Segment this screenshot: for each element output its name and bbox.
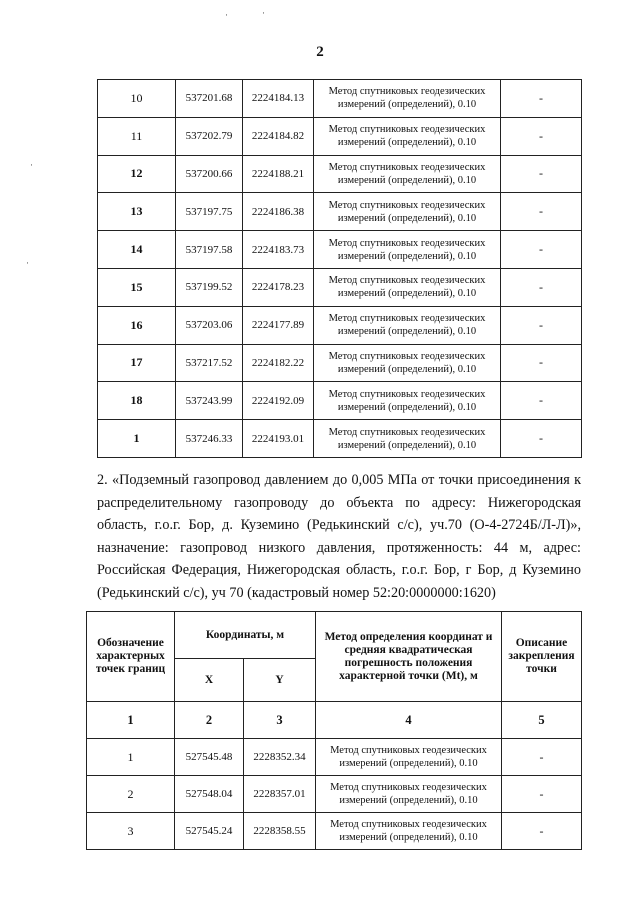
y-coordinate: 2224184.82 [243, 117, 314, 155]
description-cell: - [502, 739, 582, 776]
y-coordinate: 2224188.21 [243, 155, 314, 193]
method-cell: Метод спутниковых геодезических измерений (определений), 0.10 [316, 739, 502, 776]
description-cell: - [502, 813, 582, 850]
y-coordinate: 2228358.55 [244, 813, 316, 850]
coordinates-table [86, 611, 582, 850]
table-row [98, 193, 582, 231]
x-coordinate: 537199.52 [176, 268, 243, 306]
description-cell: - [501, 193, 582, 231]
scan-mark: · [262, 8, 265, 18]
description-cell: - [502, 776, 582, 813]
point-number: 11 [98, 117, 176, 155]
x-coordinate: 537201.68 [176, 80, 243, 118]
description-cell: - [501, 231, 582, 269]
table-row [98, 306, 582, 344]
point-number: 16 [98, 306, 176, 344]
x-coordinate: 537197.58 [176, 231, 243, 269]
point-number: 10 [98, 80, 176, 118]
method-cell: Метод спутниковых геодезических измерений (определений), 0.10 [314, 420, 501, 458]
column-index: 2 [175, 702, 244, 739]
method-cell: Метод спутниковых геодезических измерений (определений), 0.10 [314, 193, 501, 231]
header-coordinates: Координаты, м [175, 612, 316, 659]
table-row [87, 739, 582, 776]
point-number: 2 [87, 776, 175, 813]
y-coordinate: 2224186.38 [243, 193, 314, 231]
y-coordinate: 2224178.23 [243, 268, 314, 306]
x-coordinate: 537246.33 [176, 420, 243, 458]
column-index: 4 [316, 702, 502, 739]
y-coordinate: 2228357.01 [244, 776, 316, 813]
method-cell: Метод спутниковых геодезических измерений (определений), 0.10 [314, 306, 501, 344]
x-coordinate: 527548.04 [175, 776, 244, 813]
table-row [98, 155, 582, 193]
point-number: 1 [98, 420, 176, 458]
method-cell: Метод спутниковых геодезических измерений (определений), 0.10 [314, 231, 501, 269]
table-row [98, 382, 582, 420]
point-number: 3 [87, 813, 175, 850]
column-index-row [87, 702, 582, 739]
method-cell: Метод спутниковых геодезических измерений (определений), 0.10 [314, 268, 501, 306]
y-coordinate: 2228352.34 [244, 739, 316, 776]
x-coordinate: 537243.99 [176, 382, 243, 420]
x-coordinate: 527545.48 [175, 739, 244, 776]
table-row [98, 231, 582, 269]
method-cell: Метод спутниковых геодезических измерений (определений), 0.10 [314, 155, 501, 193]
table-row [87, 776, 582, 813]
page-number: 2 [316, 44, 324, 60]
method-cell: Метод спутниковых геодезических измерений (определений), 0.10 [314, 80, 501, 118]
header-y: Y [244, 659, 316, 702]
y-coordinate: 2224193.01 [243, 420, 314, 458]
point-number: 18 [98, 382, 176, 420]
table-row [87, 813, 582, 850]
header-method: Метод определения координат и средняя квадратическая погрешность положения характерной точки (Mt), м [316, 612, 502, 702]
description-cell: - [501, 117, 582, 155]
description-cell: - [501, 306, 582, 344]
method-cell: Метод спутниковых геодезических измерений (определений), 0.10 [316, 776, 502, 813]
table-row [98, 420, 582, 458]
object-description-paragraph: 2. «Подземный газопровод давлением до 0,005 МПа от точки присоединения к распределительному газопроводу до объекта по адресу: Нижегородская область, г.о.г. Бор, д. Куземино (Редькинский с/с), уч.70 (О-4-2724Б/Л-Л)», назначение: газопровод низкого давления, протяженность: 44 м, адрес: Российская Федерация, Нижегородская область, г.о.г. Бор, г Бор, д Куземино (Редькинский с/с), уч 70 (кадастровый номер 52:20:0000000:1620) [97, 472, 581, 601]
description-cell: - [501, 420, 582, 458]
point-number: 17 [98, 344, 176, 382]
method-cell: Метод спутниковых геодезических измерений (определений), 0.10 [314, 117, 501, 155]
description-cell: - [501, 155, 582, 193]
column-index: 3 [244, 702, 316, 739]
x-coordinate: 537200.66 [176, 155, 243, 193]
method-cell: Метод спутниковых геодезических измерений (определений), 0.10 [314, 382, 501, 420]
scan-mark: · [30, 160, 33, 170]
y-coordinate: 2224182.22 [243, 344, 314, 382]
scan-mark: · [26, 258, 29, 268]
description-cell: - [501, 80, 582, 118]
column-index: 5 [502, 702, 582, 739]
y-coordinate: 2224192.09 [243, 382, 314, 420]
x-coordinate: 537217.52 [176, 344, 243, 382]
x-coordinate: 537197.75 [176, 193, 243, 231]
point-number: 12 [98, 155, 176, 193]
table-row [98, 117, 582, 155]
point-number: 14 [98, 231, 176, 269]
header-x: X [175, 659, 244, 702]
method-cell: Метод спутниковых геодезических измерений (определений), 0.10 [316, 813, 502, 850]
table-row [98, 344, 582, 382]
x-coordinate: 527545.24 [175, 813, 244, 850]
column-index: 1 [87, 702, 175, 739]
x-coordinate: 537202.79 [176, 117, 243, 155]
header-designation: Обозначение характерных точек границ [87, 612, 175, 702]
description-cell: - [501, 344, 582, 382]
point-number: 1 [87, 739, 175, 776]
table-row [98, 80, 582, 118]
table-row [98, 268, 582, 306]
x-coordinate: 537203.06 [176, 306, 243, 344]
description-cell: - [501, 268, 582, 306]
scan-mark: · [225, 10, 228, 20]
header-description: Описание закрепления точки [502, 612, 582, 702]
point-number: 13 [98, 193, 176, 231]
y-coordinate: 2224183.73 [243, 231, 314, 269]
y-coordinate: 2224177.89 [243, 306, 314, 344]
coordinates-table-continued [97, 79, 582, 458]
description-cell: - [501, 382, 582, 420]
method-cell: Метод спутниковых геодезических измерений (определений), 0.10 [314, 344, 501, 382]
point-number: 15 [98, 268, 176, 306]
y-coordinate: 2224184.13 [243, 80, 314, 118]
